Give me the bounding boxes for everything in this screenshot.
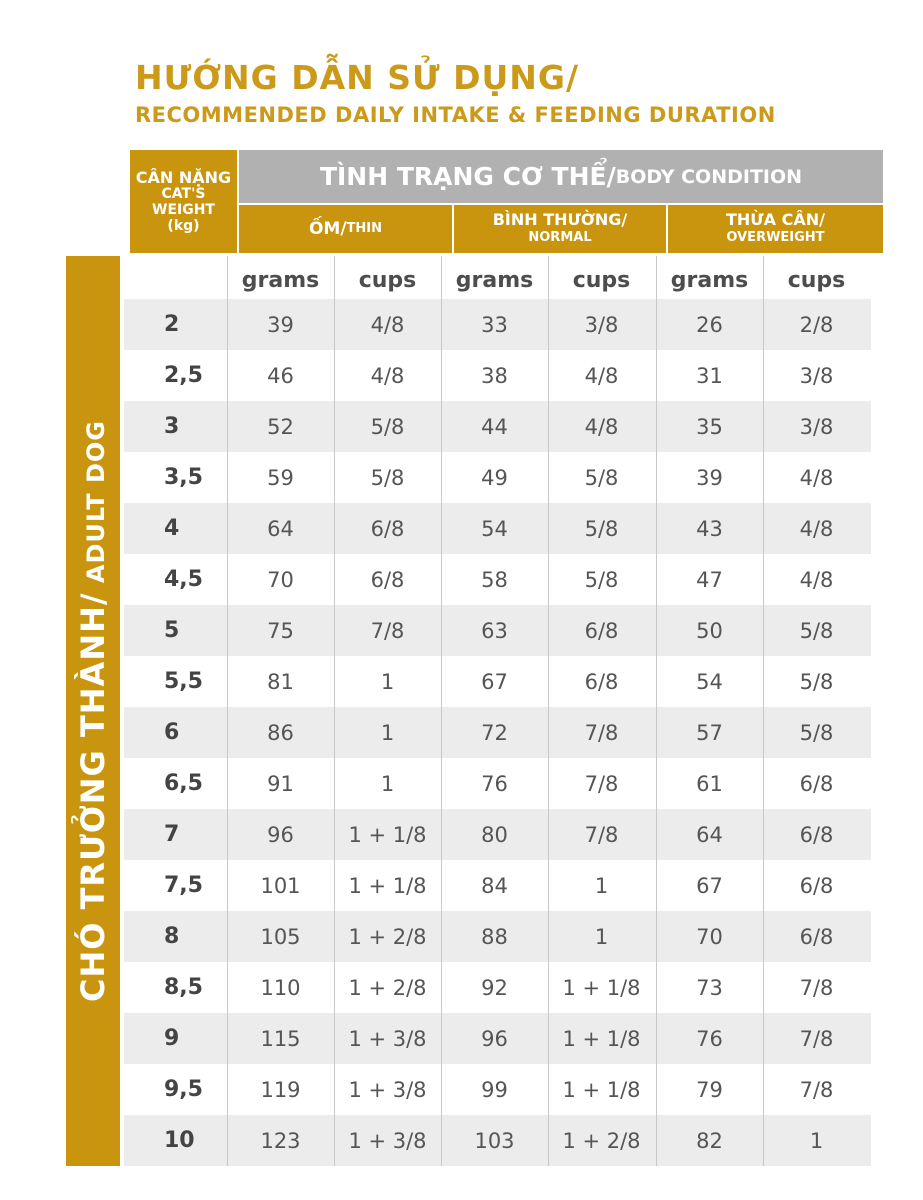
- cell-overweight-grams: 82: [696, 1128, 723, 1153]
- weight-header-line4: (kg): [167, 217, 200, 234]
- cell-normal-grams: 76: [481, 771, 508, 796]
- cell-overweight-cups: 3/8: [799, 414, 834, 439]
- condition-thin-en: THIN: [346, 221, 383, 236]
- cell-overweight-grams: 47: [696, 567, 723, 592]
- cell-overweight-grams: 26: [696, 312, 723, 337]
- weight-cell: 8,5: [164, 975, 203, 1000]
- unit-header-normal-cups: cups: [572, 267, 631, 293]
- weight-cell: 2,5: [164, 363, 203, 388]
- cell-thin-grams: 91: [267, 771, 294, 796]
- cell-overweight-cups: 5/8: [799, 669, 834, 694]
- column-divider: [334, 256, 335, 1166]
- unit-header-overweight-grams: grams: [670, 267, 749, 293]
- cell-thin-grams: 96: [267, 822, 294, 847]
- side-label: [74, 420, 112, 1002]
- cell-normal-cups: 6/8: [584, 618, 619, 643]
- table-row: [124, 350, 871, 401]
- table-row: [124, 911, 871, 962]
- cell-thin-cups: 6/8: [370, 516, 405, 541]
- cell-normal-grams: 49: [481, 465, 508, 490]
- cell-overweight-cups: 5/8: [799, 618, 834, 643]
- cell-thin-cups: 1: [380, 720, 395, 745]
- cell-thin-grams: 64: [267, 516, 294, 541]
- cell-normal-cups: 5/8: [584, 465, 619, 490]
- body-condition-vi: TÌNH TRẠNG CƠ THỂ/: [319, 162, 616, 191]
- cell-normal-grams: 80: [481, 822, 508, 847]
- cell-normal-grams: 58: [481, 567, 508, 592]
- cell-normal-grams: 54: [481, 516, 508, 541]
- table-row: [124, 1013, 871, 1064]
- weight-header-line3: WEIGHT: [152, 201, 215, 218]
- cell-normal-grams: 38: [481, 363, 508, 388]
- weight-cell: 7,5: [164, 873, 203, 898]
- cell-thin-grams: 59: [267, 465, 294, 490]
- side-band: [66, 256, 120, 1166]
- cell-thin-cups: 1 + 3/8: [348, 1128, 427, 1153]
- cell-normal-grams: 88: [481, 924, 508, 949]
- cell-thin-cups: 5/8: [370, 414, 405, 439]
- cell-thin-grams: 39: [267, 312, 294, 337]
- condition-overweight-header: [668, 205, 883, 253]
- cell-normal-cups: 7/8: [584, 822, 619, 847]
- cell-thin-grams: 86: [267, 720, 294, 745]
- cell-thin-grams: 75: [267, 618, 294, 643]
- condition-normal-en: NORMAL: [528, 230, 592, 245]
- cell-thin-cups: 1 + 3/8: [348, 1026, 427, 1051]
- cell-normal-cups: 1 + 1/8: [562, 975, 641, 1000]
- cell-thin-cups: 7/8: [370, 618, 405, 643]
- cell-normal-cups: 1 + 1/8: [562, 1077, 641, 1102]
- table-row: [124, 554, 871, 605]
- cell-normal-cups: 1 + 2/8: [562, 1128, 641, 1153]
- body-condition-header: [239, 150, 883, 203]
- weight-cell: 9: [164, 1026, 180, 1051]
- cell-normal-cups: 6/8: [584, 669, 619, 694]
- cell-normal-grams: 84: [481, 873, 508, 898]
- weight-column-header: [130, 150, 237, 253]
- cell-thin-grams: 52: [267, 414, 294, 439]
- cell-overweight-grams: 50: [696, 618, 723, 643]
- cell-thin-grams: 101: [260, 873, 301, 898]
- cell-overweight-cups: 3/8: [799, 363, 834, 388]
- table-row: [124, 452, 871, 503]
- cell-thin-cups: 4/8: [370, 363, 405, 388]
- table-row: [124, 605, 871, 656]
- body-condition-en: BODY CONDITION: [615, 165, 803, 188]
- table-row: [124, 758, 871, 809]
- cell-thin-cups: 1 + 2/8: [348, 924, 427, 949]
- cell-overweight-cups: 2/8: [799, 312, 834, 337]
- cell-normal-grams: 33: [481, 312, 508, 337]
- weight-header-line1: CÂN NẶNG: [135, 167, 232, 187]
- page-subtitle: RECOMMENDED DAILY INTAKE & FEEDING DURATION: [135, 103, 776, 127]
- side-label-vi: CHÓ TRƯỞNG THÀNH/: [74, 592, 112, 1002]
- cell-overweight-cups: 6/8: [799, 924, 834, 949]
- weight-cell: 7: [164, 822, 180, 847]
- cell-overweight-grams: 43: [696, 516, 723, 541]
- cell-thin-grams: 119: [260, 1077, 301, 1102]
- table-row: [124, 962, 871, 1013]
- weight-cell: 4,5: [164, 567, 203, 592]
- table-row: [124, 1115, 871, 1166]
- cell-overweight-grams: 31: [696, 363, 723, 388]
- cell-thin-cups: 1 + 1/8: [348, 873, 427, 898]
- cell-thin-grams: 110: [260, 975, 301, 1000]
- weight-header-line2: CAT'S: [161, 185, 206, 202]
- cell-overweight-cups: 7/8: [799, 975, 834, 1000]
- cell-normal-cups: 1 + 1/8: [562, 1026, 641, 1051]
- cell-normal-grams: 103: [474, 1128, 515, 1153]
- table-row: [124, 299, 871, 350]
- unit-header-normal-grams: grams: [455, 267, 534, 293]
- cell-normal-grams: 72: [481, 720, 508, 745]
- column-divider: [227, 256, 228, 1166]
- cell-overweight-grams: 54: [696, 669, 723, 694]
- cell-normal-grams: 63: [481, 618, 508, 643]
- cell-thin-grams: 46: [267, 363, 294, 388]
- weight-cell: 2: [164, 312, 180, 337]
- cell-normal-cups: 5/8: [584, 516, 619, 541]
- cell-thin-grams: 81: [267, 669, 294, 694]
- cell-normal-grams: 92: [481, 975, 508, 1000]
- cell-thin-cups: 1: [380, 669, 395, 694]
- condition-normal-header: [454, 205, 666, 253]
- cell-overweight-cups: 7/8: [799, 1026, 834, 1051]
- cell-thin-grams: 123: [260, 1128, 301, 1153]
- weight-cell: 3: [164, 414, 180, 439]
- cell-normal-cups: 7/8: [584, 720, 619, 745]
- cell-normal-grams: 44: [481, 414, 508, 439]
- cell-normal-cups: 1: [594, 924, 609, 949]
- cell-normal-grams: 96: [481, 1026, 508, 1051]
- table-row: [124, 656, 871, 707]
- cell-thin-grams: 105: [260, 924, 301, 949]
- cell-overweight-cups: 1: [809, 1128, 824, 1153]
- cell-overweight-cups: 4/8: [799, 516, 834, 541]
- condition-thin-header: [239, 205, 452, 253]
- weight-cell: 4: [164, 516, 180, 541]
- cell-overweight-cups: 6/8: [799, 822, 834, 847]
- cell-overweight-grams: 76: [696, 1026, 723, 1051]
- cell-normal-grams: 99: [481, 1077, 508, 1102]
- cell-overweight-cups: 4/8: [799, 567, 834, 592]
- cell-overweight-grams: 57: [696, 720, 723, 745]
- cell-thin-cups: 1: [380, 771, 395, 796]
- unit-header-overweight-cups: cups: [787, 267, 846, 293]
- cell-overweight-cups: 4/8: [799, 465, 834, 490]
- cell-thin-grams: 70: [267, 567, 294, 592]
- cell-normal-grams: 67: [481, 669, 508, 694]
- cell-thin-cups: 4/8: [370, 312, 405, 337]
- condition-overweight-vi: THỪA CÂN/: [726, 210, 825, 229]
- cell-thin-cups: 5/8: [370, 465, 405, 490]
- cell-normal-cups: 1: [594, 873, 609, 898]
- column-divider: [763, 256, 764, 1166]
- weight-cell: 9,5: [164, 1077, 203, 1102]
- unit-header-thin-grams: grams: [241, 267, 320, 293]
- cell-normal-cups: 7/8: [584, 771, 619, 796]
- cell-overweight-cups: 6/8: [799, 873, 834, 898]
- cell-normal-cups: 5/8: [584, 567, 619, 592]
- cell-thin-cups: 1 + 1/8: [348, 822, 427, 847]
- cell-overweight-grams: 67: [696, 873, 723, 898]
- table-row: [124, 707, 871, 758]
- condition-normal-vi: BÌNH THƯỜNG/: [492, 210, 628, 229]
- weight-cell: 5: [164, 618, 180, 643]
- cell-thin-cups: 1 + 2/8: [348, 975, 427, 1000]
- table-row: [124, 1064, 871, 1115]
- column-divider: [656, 256, 657, 1166]
- cell-thin-grams: 115: [260, 1026, 301, 1051]
- weight-cell: 3,5: [164, 465, 203, 490]
- weight-cell: 10: [164, 1128, 195, 1153]
- side-label-en: ADULT DOG: [82, 420, 110, 593]
- weight-cell: 6,5: [164, 771, 203, 796]
- cell-thin-cups: 6/8: [370, 567, 405, 592]
- cell-overweight-grams: 70: [696, 924, 723, 949]
- column-divider: [548, 256, 549, 1166]
- weight-cell: 6: [164, 720, 180, 745]
- cell-overweight-grams: 64: [696, 822, 723, 847]
- page-title: HƯỚNG DẪN SỬ DỤNG/: [135, 58, 580, 97]
- cell-overweight-grams: 39: [696, 465, 723, 490]
- table-row: [124, 401, 871, 452]
- cell-normal-cups: 4/8: [584, 363, 619, 388]
- weight-cell: 5,5: [164, 669, 203, 694]
- cell-overweight-cups: 7/8: [799, 1077, 834, 1102]
- cell-normal-cups: 4/8: [584, 414, 619, 439]
- cell-thin-cups: 1 + 3/8: [348, 1077, 427, 1102]
- condition-overweight-en: OVERWEIGHT: [726, 230, 825, 245]
- cell-overweight-cups: 5/8: [799, 720, 834, 745]
- table-row: [124, 503, 871, 554]
- cell-normal-cups: 3/8: [584, 312, 619, 337]
- cell-overweight-grams: 35: [696, 414, 723, 439]
- column-divider: [441, 256, 442, 1166]
- condition-thin-vi: ỐM/: [308, 219, 347, 239]
- table-row: [124, 809, 871, 860]
- cell-overweight-grams: 79: [696, 1077, 723, 1102]
- cell-overweight-grams: 61: [696, 771, 723, 796]
- unit-header-thin-cups: cups: [358, 267, 417, 293]
- table-row: [124, 860, 871, 911]
- cell-overweight-grams: 73: [696, 975, 723, 1000]
- weight-cell: 8: [164, 924, 180, 949]
- cell-overweight-cups: 6/8: [799, 771, 834, 796]
